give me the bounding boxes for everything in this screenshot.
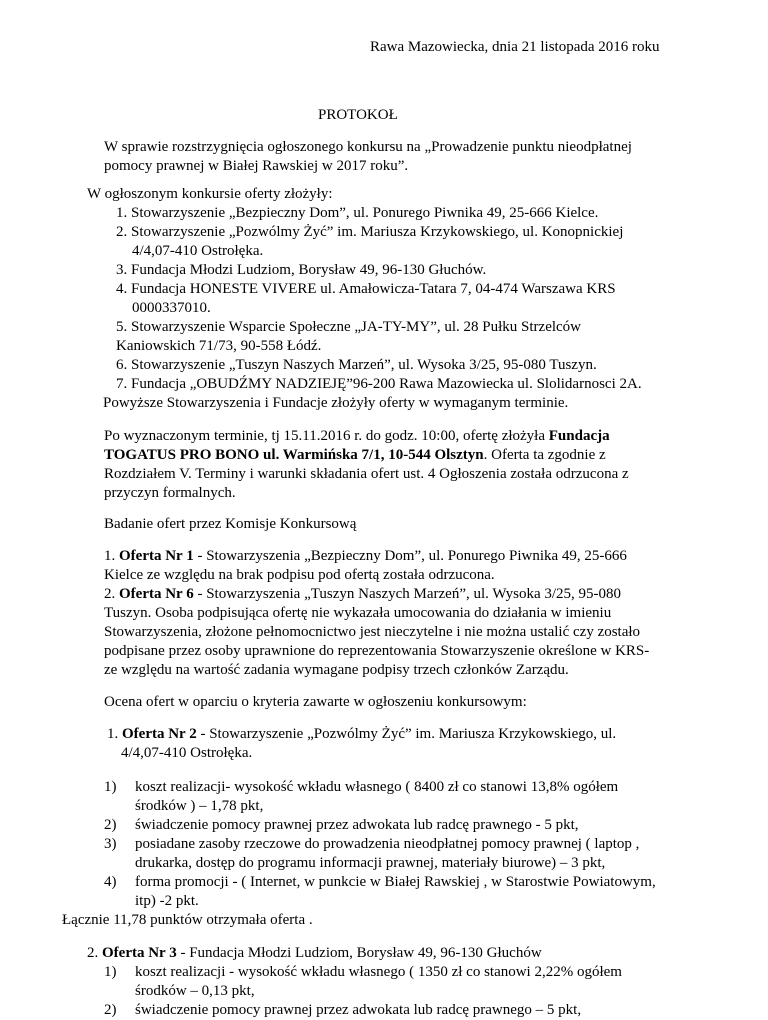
eval-offer-2-criterion-3-cont: drukarka, dostęp do programu informacji prawnej, materiały biurowe) – 3 pkt, xyxy=(135,855,606,871)
eval-offer-2-text: - Stowarzyszenie „Pozwólmy Żyć” im. Mariusza Krzykowskiego, ul. xyxy=(196,726,617,742)
review-offer-6 xyxy=(104,585,621,604)
late-offer-text-2: . Oferta ta zgodnie z xyxy=(483,447,606,463)
eval-offer-3 xyxy=(87,944,542,963)
review-offer-6-line-5: ze względu na wartość zadania wymagane podpisy trzech członków Zarządu. xyxy=(104,662,569,678)
eval-offer-2-criterion-4: forma promocji - ( Internet, w punkcie w Białej Rawskiej , w Starostwie Powiatowym, xyxy=(135,874,656,890)
late-offer-org-1: Fundacja xyxy=(548,428,610,444)
offer-item-7: 7. Fundacja „OBUDŹMY NADZIEJĘ”96-200 Rawa Mazowiecka ul. Slolidarnosci 2A. xyxy=(116,376,642,392)
eval-offer-3-label: Oferta Nr 3 xyxy=(102,945,177,961)
eval-offer-3-criterion-2-num: 2) xyxy=(104,1002,117,1018)
offer-item-3: 3. Fundacja Młodzi Ludziom, Borysław 49, 96-130 Głuchów. xyxy=(116,262,487,278)
offer-item-5: 5. Stowarzyszenie Wsparcie Społeczne „JA-TY-MY”, ul. 28 Pułku Strzelców xyxy=(116,319,582,335)
eval-offer-2-criterion-1-cont: środków ) – 1,78 pkt, xyxy=(135,798,264,814)
late-offer-line-4: przyczyn formalnych. xyxy=(104,485,236,501)
eval-offer-2-total: Łącznie 11,78 punktów otrzymała oferta . xyxy=(62,912,313,928)
eval-offer-2 xyxy=(107,725,616,744)
review-offer-6-num: 2. xyxy=(104,586,119,602)
eval-offer-2-criterion-3-num: 3) xyxy=(104,836,117,852)
review-offer-1-label: Oferta Nr 1 xyxy=(119,548,194,564)
eval-offer-2-criterion-2-num: 2) xyxy=(104,817,117,833)
intro-line-1: W sprawie rozstrzygnięcia ogłoszonego konkursu na „Prowadzenie punktu nieodpłatnej xyxy=(104,139,632,155)
review-offer-1-text: - Stowarzyszenia „Bezpieczny Dom”, ul. Ponurego Piwnika 49, 25-666 xyxy=(193,548,627,564)
eval-offer-2-criterion-1: koszt realizacji- wysokość wkładu własnego ( 8400 zł co stanowi 13,8% ogółem xyxy=(135,779,619,795)
eval-offer-3-criterion-1-num: 1) xyxy=(104,964,117,980)
late-offer-line-3: Rozdziałem V. Terminy i warunki składania ofert ust. 4 Ogłoszenia została odrzucona z xyxy=(104,466,629,482)
eval-offer-3-text: - Fundacja Młodzi Ludziom, Borysław 49, 96-130 Głuchów xyxy=(176,945,542,961)
review-offer-6-line-3: Stowarzyszenia, złożone pełnomocnictwo jest nieczytelne i nie można ustalić czy zostało xyxy=(104,624,641,640)
document-title: PROTOKOŁ xyxy=(318,107,398,123)
eval-offer-2-criterion-4-num: 4) xyxy=(104,874,117,890)
eval-offer-3-num: 2. xyxy=(87,945,102,961)
eval-offer-2-criterion-4-cont: itp) -2 pkt. xyxy=(135,893,199,909)
review-offer-6-text: - Stowarzyszenia „Tuszyn Naszych Marzeń”, ul. Wysoka 3/25, 95-080 xyxy=(193,586,622,602)
late-offer-line-2 xyxy=(104,446,606,465)
review-offer-6-line-4: podpisane przez osoby uprawnione do reprezentowania Stowarzyszenie określone w KRS- xyxy=(104,643,650,659)
review-offer-1-line-2: Kielce ze względu na brak podpisu pod ofertą została odrzucona. xyxy=(104,567,495,583)
offer-item-4-cont: 0000337010. xyxy=(132,300,211,316)
place-date: Rawa Mazowiecka, dnia 21 listopada 2016 roku xyxy=(370,39,660,55)
eval-offer-3-criterion-1: koszt realizacji - wysokość wkładu własnego ( 1350 zł co stanowi 2,22% ogółem xyxy=(135,964,622,980)
eval-offer-2-criterion-1-num: 1) xyxy=(104,779,117,795)
late-offer-line-1 xyxy=(104,427,610,446)
review-offer-6-label: Oferta Nr 6 xyxy=(119,586,194,602)
offer-item-6: 6. Stowarzyszenie „Tuszyn Naszych Marzeń”, ul. Wysoka 3/25, 95-080 Tuszyn. xyxy=(116,357,597,373)
eval-offer-3-criterion-2: świadczenie pomocy prawnej przez adwokata lub radcę prawnego – 5 pkt, xyxy=(135,1002,582,1018)
review-offer-1 xyxy=(104,547,627,566)
review-offer-1-num: 1. xyxy=(104,548,119,564)
eval-offer-2-line-2: 4/4,07-410 Ostrołęka. xyxy=(121,745,253,761)
eval-offer-2-criterion-2: świadczenie pomocy prawnej przez adwokata lub radcę prawnego - 5 pkt, xyxy=(135,817,579,833)
late-offer-org-2: TOGATUS PRO BONO ul. Warmińska 7/1, 10-544 Olsztyn xyxy=(104,447,484,463)
review-offer-6-line-2: Tuszyn. Osoba podpisująca ofertę nie wykazała umocowania do działania w imieniu xyxy=(104,605,612,621)
offer-item-1: 1. Stowarzyszenie „Bezpieczny Dom”, ul. Ponurego Piwnika 49, 25-666 Kielce. xyxy=(116,205,599,221)
late-offer-text: Po wyznaczonym terminie, tj 15.11.2016 r. do godz. 10:00, ofertę złożyła xyxy=(104,428,549,444)
eval-offer-3-criterion-1-cont: środków – 0,13 pkt, xyxy=(135,983,255,999)
offer-item-2: 2. Stowarzyszenie „Pozwólmy Żyć” im. Mariusza Krzykowskiego, ul. Konopnickiej xyxy=(116,224,624,240)
offers-summary: Powyższe Stowarzyszenia i Fundacje złożyły oferty w wymaganym terminie. xyxy=(103,395,569,411)
offer-item-5-cont: Kaniowskich 71/73, 90-558 Łódź. xyxy=(116,338,322,354)
eval-offer-2-num: 1. xyxy=(107,726,122,742)
review-heading: Badanie ofert przez Komisje Konkursową xyxy=(104,516,357,532)
offer-item-2-cont: 4/4,07-410 Ostrołęka. xyxy=(132,243,264,259)
evaluation-heading: Ocena ofert w oparciu o kryteria zawarte w ogłoszeniu konkursowym: xyxy=(104,694,527,710)
offers-heading: W ogłoszonym konkursie oferty złożyły: xyxy=(87,186,333,202)
eval-offer-2-criterion-3: posiadane zasoby rzeczowe do prowadzenia nieodpłatnej pomocy prawnej ( laptop , xyxy=(135,836,640,852)
eval-offer-2-label: Oferta Nr 2 xyxy=(122,726,197,742)
intro-line-2: pomocy prawnej w Białej Rawskiej w 2017 roku”. xyxy=(104,158,409,174)
offer-item-4: 4. Fundacja HONESTE VIVERE ul. Amałowicza-Tatara 7, 04-474 Warszawa KRS xyxy=(116,281,616,297)
